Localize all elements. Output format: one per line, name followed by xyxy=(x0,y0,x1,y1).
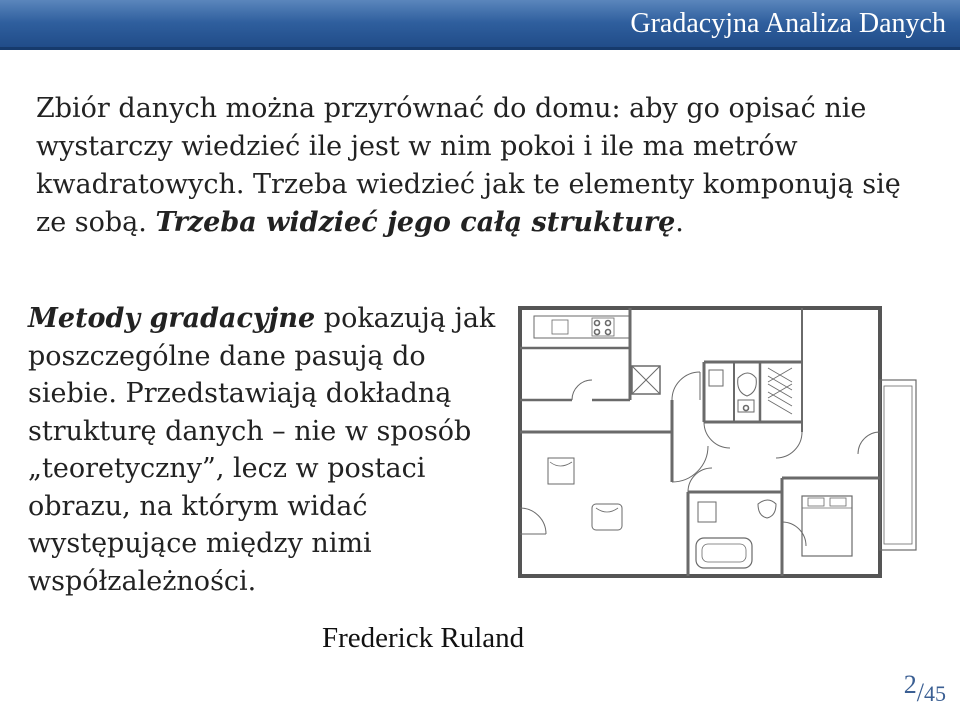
intro-end: . xyxy=(675,207,684,238)
floor-plan-image xyxy=(512,282,922,582)
methods-emphasis: Metody gradacyjne xyxy=(28,303,316,334)
intro-paragraph xyxy=(36,90,916,242)
author-name: Frederick Ruland xyxy=(322,622,525,654)
intro-text: Zbiór danych można przyrównać do domu: aby go opisać nie wystarczy wiedzieć ile jest w nim pokoi i ile ma metrów kwadratowych. Trzeba wiedzieć jak te elementy komponują się ze sobą. xyxy=(36,93,901,238)
methods-text: pokazują jak poszczególne dane pasują do siebie. Przedstawiają dokładną strukturę danych – nie w sposób „teoretyczny”, lecz w postaci obrazu, na którym widać występujące między nimi współzależności. xyxy=(28,303,496,597)
slide-header xyxy=(0,0,960,50)
slide-title: Gradacyjna Analiza Danych xyxy=(630,8,946,39)
page-separator: / xyxy=(916,678,924,707)
page-number xyxy=(904,670,946,708)
page-total: 45 xyxy=(924,681,946,706)
methods-paragraph xyxy=(28,300,498,600)
intro-emphasis: Trzeba widzieć jego całą strukturę xyxy=(155,207,676,238)
page-current: 2 xyxy=(903,670,917,699)
